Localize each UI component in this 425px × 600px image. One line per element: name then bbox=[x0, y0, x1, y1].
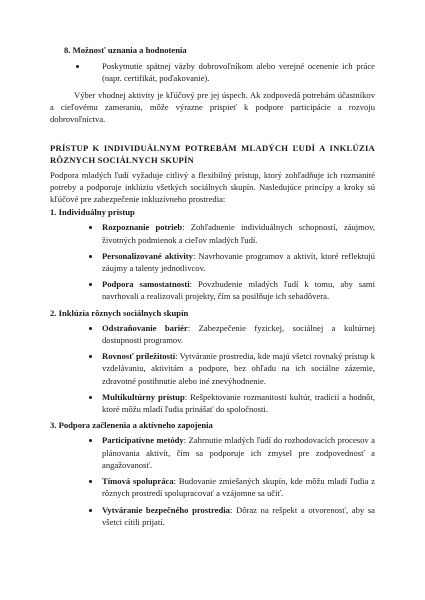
bullet-icon bbox=[89, 396, 92, 399]
item-term: Rozpoznanie potrieb bbox=[102, 222, 183, 233]
bullet-icon bbox=[89, 509, 92, 512]
item-text: : Navrhovanie programov a aktivít, ktoré reflektujú záujmy a talenty jednotlivcov. bbox=[102, 250, 375, 274]
list-item bbox=[76, 434, 375, 471]
item-term: Vytváranie bezpečného prostredia bbox=[102, 504, 230, 515]
section-8-paragraph: Výber vhodnej aktivity je kľúčový pre jej úspech. Ak zodpovedá potrebám účastníkov a cieľovému zameraniu, môže výrazne prispieť k podpore participácie a rozvoju dobrovoľníctva. bbox=[50, 89, 375, 125]
group-2-list bbox=[76, 322, 375, 415]
item-text: : Vytváranie prostredia, kde majú všetci rovnaký prístup k vzdelávaniu, aktivitám a podpore, bez ohľadu na ich sociálne zázemie, zdravotné postihnutie alebo iné znevýhodnenie. bbox=[102, 351, 376, 386]
item-text: : Zohľadnenie individuálnych schopností, záujmov, životných podmienok a cieľov mladých ľudí. bbox=[102, 222, 375, 245]
list-item bbox=[50, 60, 375, 84]
list-item bbox=[76, 221, 375, 245]
item-text: : Rešpektovanie rozmanitosti kultúr, tradícií a hodnôt, ktoré môžu mladí ľudia prinášať do spoločnosti. bbox=[102, 391, 375, 415]
section-8-bullet-text: Poskytnutie spätnej väzby dobrovoľníkom alebo verejné ocenenie ich práce (napr. certifikát, poďakovanie). bbox=[102, 61, 375, 84]
list-item bbox=[76, 504, 375, 528]
intro-paragraph: Podpora mladých ľudí vyžaduje citlivý a flexibilný prístup, ktorý zohľadňuje ich rozmanité potreby a podporuje inklúziu všetkých sociálnych skupín. Nasledujúce princípy a kroky sú kľúčové pre zabezpečenie inkluzívneho prostredia: bbox=[50, 169, 375, 205]
bullet-icon bbox=[89, 255, 92, 258]
item-text: : Zahrnutie mladých ľudí do rozhodovacích procesov a plánovania aktivít, čím sa podporuje ich zmysel pre zodpovednosť a angažovanosť. bbox=[102, 435, 375, 470]
bullet-icon bbox=[89, 439, 92, 442]
item-term: Participatívne metódy bbox=[102, 435, 184, 446]
item-text: : Povzbudenie mladých ľudí k tomu, aby sami navrhovali a realizovali projekty, čím sa posilňuje ich sebadôvera. bbox=[102, 279, 375, 302]
list-item bbox=[76, 475, 375, 499]
item-term: Tímová spolupráca bbox=[102, 476, 174, 487]
list-item bbox=[76, 250, 375, 274]
list-item bbox=[76, 322, 375, 346]
item-text: : Dôraz na rešpekt a otvorenosť, aby sa všetci cítili prijatí. bbox=[102, 504, 375, 527]
item-text: : Budovanie zmiešaných skupín, kde môžu mladí ľudia z rôznych prostredí spolupracovať a vzájomne sa učiť. bbox=[102, 476, 375, 499]
list-item bbox=[76, 278, 375, 302]
list-item bbox=[76, 350, 375, 387]
section-8-list bbox=[50, 60, 375, 84]
group-1-list bbox=[76, 221, 375, 302]
section-title-line1: PRÍSTUP K INDIVIDUÁLNYM POTREBÁM MLADÝCH ĽUDÍ A INKLÚZIA bbox=[50, 143, 375, 154]
group-2-heading: 2. Inklúzia rôznych sociálnych skupín bbox=[50, 307, 189, 318]
item-term: Multikultúrny prístup bbox=[102, 391, 185, 402]
bullet-icon bbox=[89, 355, 92, 358]
group-3-heading: 3. Podpora začlenenia a aktívneho zapojenia bbox=[50, 420, 213, 431]
item-text: : Zabezpečenie fyzickej, sociálnej a kultúrnej dostupnosti programov. bbox=[102, 322, 375, 346]
bullet-icon bbox=[89, 480, 92, 483]
group-1-heading: 1. Individuálny prístup bbox=[50, 207, 135, 218]
bullet-icon bbox=[89, 283, 92, 286]
item-term: Rovnosť príležitostí bbox=[102, 351, 176, 362]
bullet-icon bbox=[76, 65, 79, 68]
item-term: Podpora samostatnosti bbox=[102, 279, 190, 290]
bullet-icon bbox=[89, 226, 92, 229]
list-item bbox=[76, 391, 375, 415]
item-term: Personalizované aktivity bbox=[102, 250, 193, 261]
section-8-heading: 8. Možnosť uznania a hodnotenia bbox=[64, 45, 187, 55]
bullet-icon bbox=[89, 327, 92, 330]
item-term: Odstraňovanie bariér bbox=[102, 322, 188, 333]
section-title-line2: RÔZNYCH SOCIÁLNYCH SKUPÍN bbox=[50, 155, 194, 166]
group-3-list bbox=[76, 434, 375, 527]
